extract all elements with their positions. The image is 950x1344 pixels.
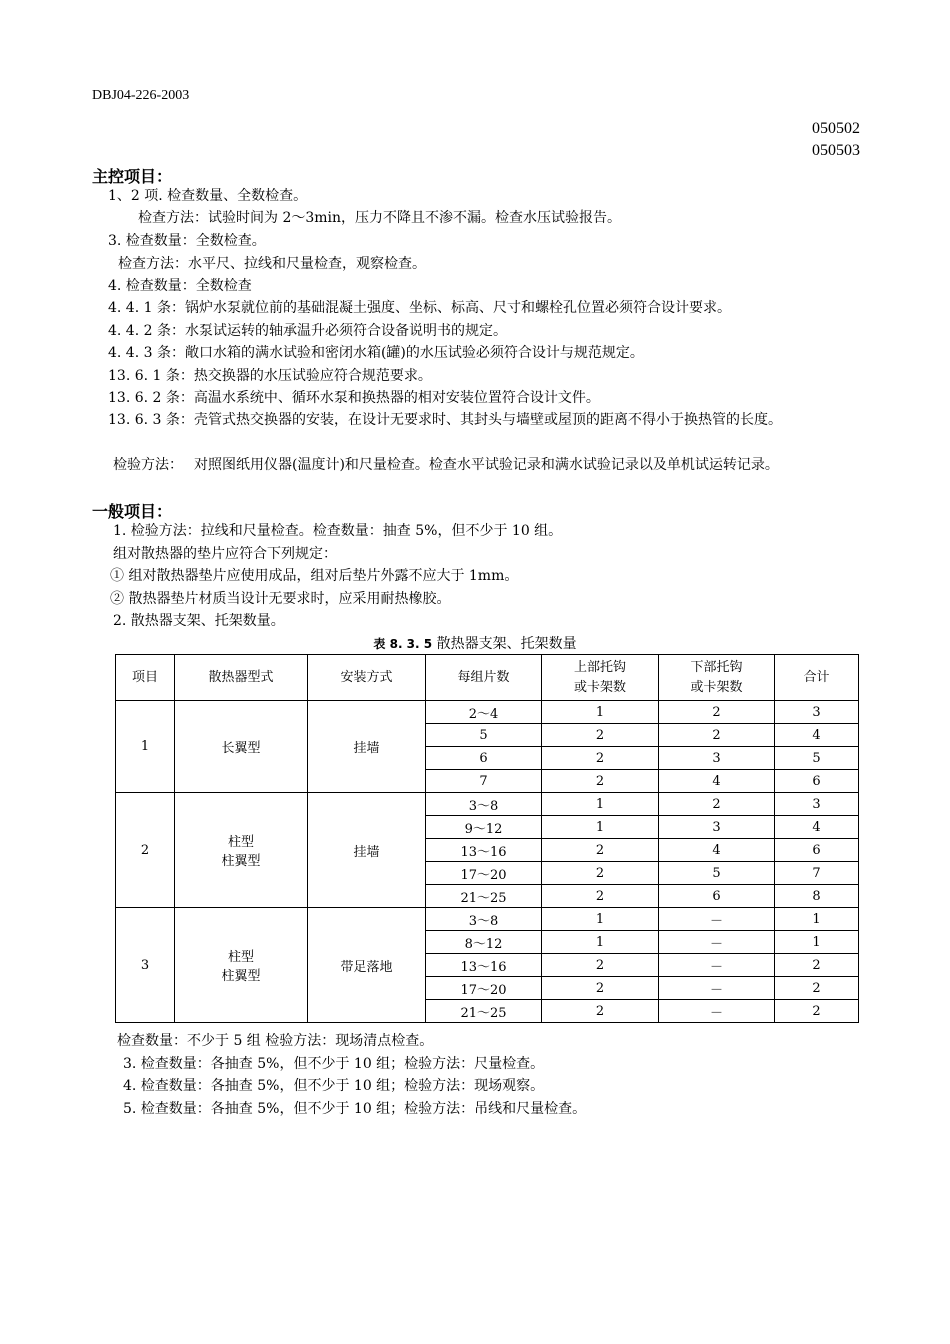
table-row (116, 793, 859, 816)
lower-cell: 2 (659, 793, 775, 816)
main-line-2: 检查方法：试验时间为 2～3min，压力不降且不渗不漏。检查水压试验报告。 (138, 210, 622, 226)
lower-cell: 3 (659, 747, 775, 770)
general-line-5: 2. 散热器支架、托架数量。 (113, 613, 285, 629)
upper-cell: 1 (542, 701, 659, 724)
header-item: 项目 (116, 655, 175, 701)
upper-cell: 2 (542, 724, 659, 747)
total-cell: 2 (775, 977, 859, 1000)
table-number: 表 8. 3. 5 (373, 637, 433, 651)
lower-cell: 4 (659, 839, 775, 862)
method-text (194, 454, 860, 476)
upper-cell: 2 (542, 770, 659, 793)
upper-cell: 1 (542, 816, 659, 839)
table-caption (0, 633, 950, 653)
header-total: 合计 (775, 655, 859, 701)
table-row (116, 908, 859, 931)
table-title: 散热器支架、托架数量 (436, 636, 577, 652)
upper-cell: 2 (542, 954, 659, 977)
pieces-cell: 13～16 (426, 954, 542, 977)
main-line-5: 4. 检查数量：全数检查 (108, 278, 252, 294)
clause-1362: 13. 6. 2 条：高温水系统中、循环水泵和换热器的相对安装位置符合设计文件。 (108, 390, 600, 406)
group-2-type (175, 793, 308, 908)
lower-cell: 2 (659, 701, 775, 724)
lower-cell: 2 (659, 724, 775, 747)
clause-443: 4. 4. 3 条：敞口水箱的满水试验和密闭水箱(罐)的水压试验必须符合设计与规范规定。 (108, 345, 644, 361)
total-cell: 3 (775, 793, 859, 816)
general-line-4: ② 散热器垫片材质当设计无要求时，应采用耐热橡胶。 (110, 591, 451, 607)
pieces-cell: 17～20 (426, 862, 542, 885)
lower-cell: － (659, 1000, 775, 1023)
pieces-cell: 13～16 (426, 839, 542, 862)
group-1-install: 挂墙 (308, 701, 426, 793)
form-code-1: 050502 (812, 120, 860, 137)
lower-cell: 3 (659, 816, 775, 839)
pieces-cell: 5 (426, 724, 542, 747)
upper-cell: 2 (542, 885, 659, 908)
main-items-title: 主控项目： (92, 167, 173, 186)
header-type: 散热器型式 (175, 655, 308, 701)
method-body: 对照图纸用仪器(温度计)和尺量检查。检查水平试验记录和满水试验记录以及单机试运转记录。 (194, 457, 779, 473)
total-cell: 6 (775, 770, 859, 793)
total-cell: 3 (775, 701, 859, 724)
header-lower-line1: 下部托钩 (690, 659, 743, 675)
header-upper (542, 655, 659, 701)
total-cell: 1 (775, 931, 859, 954)
pieces-cell: 9～12 (426, 816, 542, 839)
main-line-4: 检查方法：水平尺、拉线和尺量检查，观察检查。 (118, 256, 426, 272)
form-code-2: 050503 (812, 142, 860, 159)
clause-1363-body: 壳管式热交换器的安装，在设计无要求时、其封头与墙壁或屋顶的距离不得小于换热管的长度。 (194, 412, 782, 428)
table-header-row (116, 655, 859, 701)
pieces-cell: 3～8 (426, 908, 542, 931)
main-line-3: 3. 检查数量：全数检查。 (108, 233, 266, 249)
group-3-item: 3 (116, 908, 175, 1023)
total-cell: 7 (775, 862, 859, 885)
pieces-cell: 8～12 (426, 931, 542, 954)
upper-cell: 2 (542, 862, 659, 885)
upper-cell: 1 (542, 793, 659, 816)
group-2-type-line2: 柱翼型 (221, 854, 261, 869)
general-line-1: 1. 检验方法：拉线和尺量检查。检查数量：抽查 5%，但不少于 10 组。 (113, 523, 563, 539)
total-cell: 4 (775, 816, 859, 839)
lower-cell: － (659, 954, 775, 977)
total-cell: 5 (775, 747, 859, 770)
group-3-install: 带足落地 (308, 908, 426, 1023)
group-1-item: 1 (116, 701, 175, 793)
upper-cell: 1 (542, 908, 659, 931)
lower-cell: 5 (659, 862, 775, 885)
after-table-line-3: 4. 检查数量：各抽查 5%，但不少于 10 组；检验方法：现场观察。 (123, 1078, 545, 1094)
group-1-type (175, 701, 308, 793)
header-upper-line1: 上部托钩 (573, 659, 626, 675)
upper-cell: 2 (542, 1000, 659, 1023)
radiator-bracket-table (115, 654, 859, 1023)
clause-1361: 13. 6. 1 条：热交换器的水压试验应符合规范要求。 (108, 368, 432, 384)
lower-cell: － (659, 977, 775, 1000)
total-cell: 2 (775, 1000, 859, 1023)
group-3-type-line2: 柱翼型 (221, 969, 261, 984)
header-install: 安装方式 (308, 655, 426, 701)
general-line-3: ① 组对散热器垫片应使用成品，组对后垫片外露不应大于 1mm。 (110, 568, 519, 584)
total-cell: 8 (775, 885, 859, 908)
group-3-type (175, 908, 308, 1023)
pieces-cell: 6 (426, 747, 542, 770)
group-1-type-line1: 长翼型 (221, 741, 261, 756)
pieces-cell: 3～8 (426, 793, 542, 816)
after-table-line-2: 3. 检查数量：各抽查 5%，但不少于 10 组；检验方法：尺量检查。 (123, 1056, 545, 1072)
total-cell: 1 (775, 908, 859, 931)
clause-1363-label: 13. 6. 3 条： (108, 412, 194, 428)
header-lower-line2: 或卡架数 (690, 679, 743, 695)
lower-cell: － (659, 908, 775, 931)
group-2-install: 挂墙 (308, 793, 426, 908)
lower-cell: 6 (659, 885, 775, 908)
method-label: 检验方法： (113, 457, 183, 473)
lower-cell: 4 (659, 770, 775, 793)
header-upper-line2: 或卡架数 (573, 679, 626, 695)
document-code: DBJ04-226-2003 (92, 88, 190, 103)
pieces-cell: 7 (426, 770, 542, 793)
main-line-1: 1、2 项. 检查数量、全数检查。 (108, 188, 308, 204)
lower-cell: － (659, 931, 775, 954)
pieces-cell: 2～4 (426, 701, 542, 724)
group-2-item: 2 (116, 793, 175, 908)
pieces-cell: 17～20 (426, 977, 542, 1000)
header-pieces: 每组片数 (426, 655, 542, 701)
clause-441: 4. 4. 1 条：锅炉水泵就位前的基础混凝土强度、坐标、标高、尺寸和螺栓孔位置必须符合设计要求。 (108, 300, 731, 316)
total-cell: 4 (775, 724, 859, 747)
clause-1363-text (194, 409, 860, 431)
pieces-cell: 21～25 (426, 885, 542, 908)
after-table-line-4: 5. 检查数量：各抽查 5%，但不少于 10 组；检验方法：吊线和尺量检查。 (123, 1101, 587, 1117)
after-table-line-1: 检查数量：不少于 5 组 检验方法：现场清点检查。 (117, 1033, 434, 1049)
general-items-title: 一般项目： (92, 502, 173, 521)
group-3-type-line1: 柱型 (227, 950, 254, 965)
general-line-2: 组对散热器的垫片应符合下列规定： (113, 546, 337, 562)
upper-cell: 2 (542, 839, 659, 862)
header-lower (659, 655, 775, 701)
upper-cell: 1 (542, 931, 659, 954)
upper-cell: 2 (542, 977, 659, 1000)
table-row (116, 701, 859, 724)
clause-442: 4. 4. 2 条：水泵试运转的轴承温升必须符合设备说明书的规定。 (108, 323, 507, 339)
upper-cell: 2 (542, 747, 659, 770)
total-cell: 2 (775, 954, 859, 977)
total-cell: 6 (775, 839, 859, 862)
pieces-cell: 21～25 (426, 1000, 542, 1023)
group-2-type-line1: 柱型 (227, 835, 254, 850)
